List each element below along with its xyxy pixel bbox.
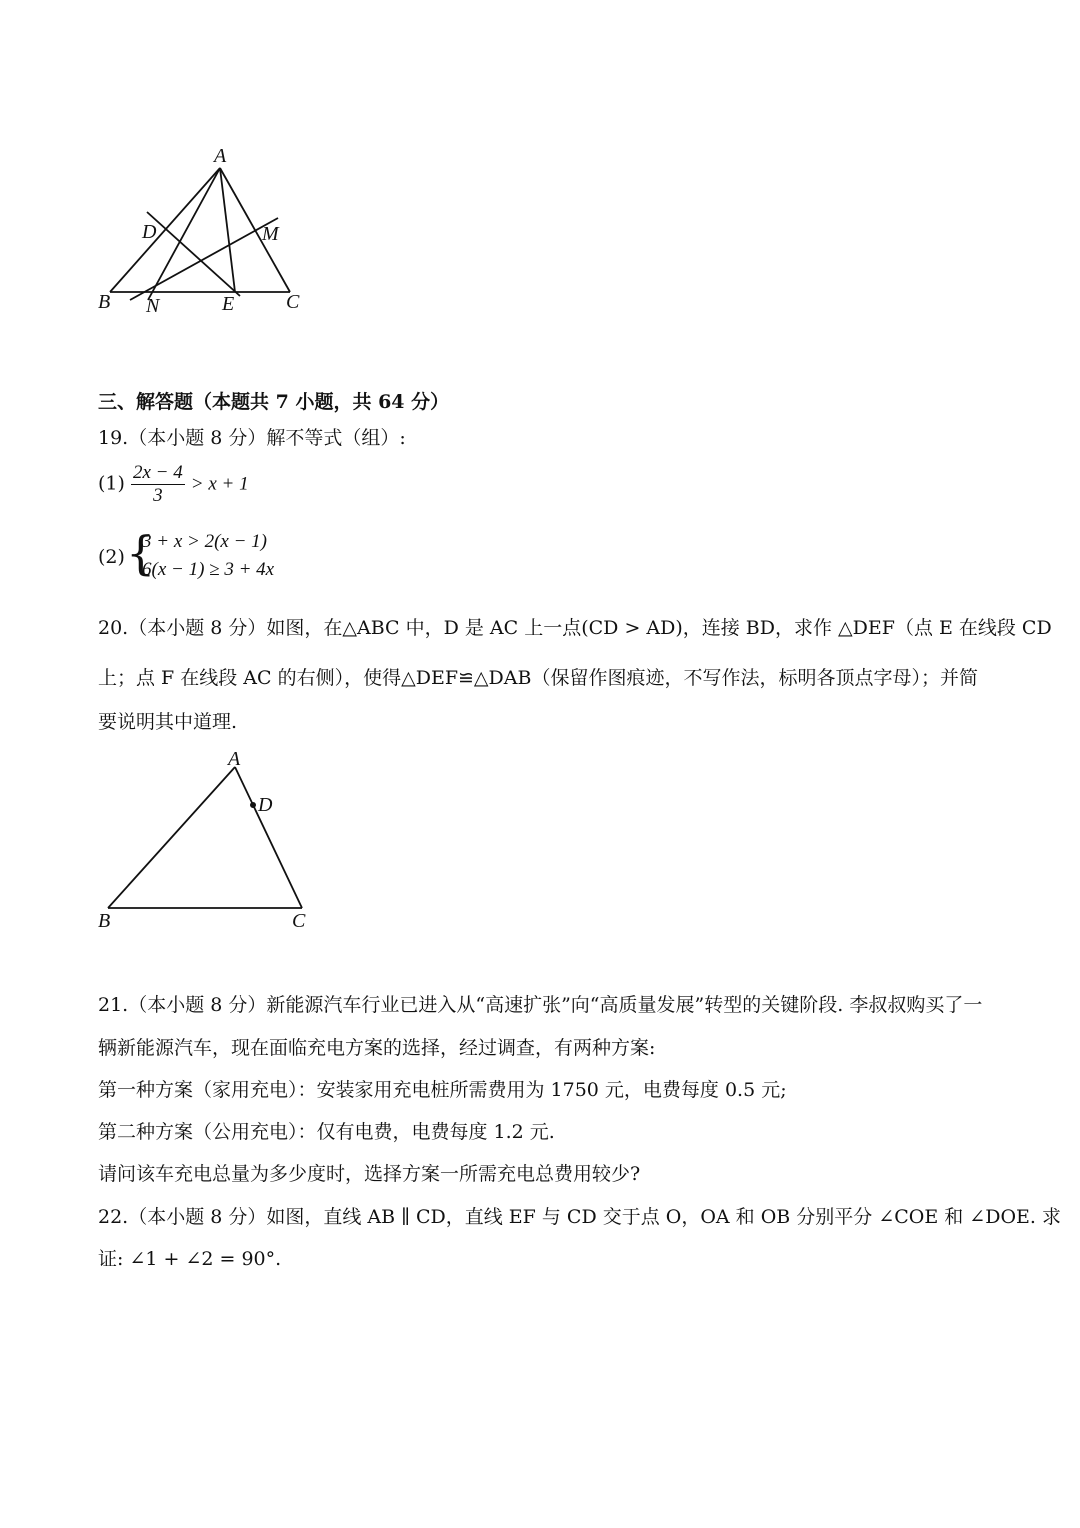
label-a: A (214, 145, 227, 167)
segment-ab (110, 168, 220, 292)
question-20-line-2: 上；点 F 在线段 AC 的右侧），使得△DEF≌△DAB（保留作图痕迹，不写作法，标明各顶点字母）；并简 (98, 667, 978, 689)
label-e: E (222, 293, 235, 315)
section-heading: 三、解答题（本题共 7 小题，共 64 分） (98, 391, 450, 413)
figure-triangle-abc-2 (90, 745, 330, 935)
question-21-line-2: 辆新能源汽车，现在面临充电方案的选择，经过调查，有两种方案: (98, 1037, 656, 1059)
segment-ac (235, 767, 302, 908)
part-1-label: (1) (98, 472, 125, 495)
point-d (250, 802, 256, 808)
question-21-line-1: 21.（本小题 8 分）新能源汽车行业已进入从“高速扩张”向“高质量发展”转型的关键阶段. 李叔叔购买了一 (98, 994, 983, 1016)
question-21-line-4: 第二种方案（公用充电）：仅有电费，电费每度 1.2 元. (98, 1121, 555, 1143)
label-c: C (292, 910, 306, 932)
question-22-line-1: 22.（本小题 8 分）如图，直线 AB ∥ CD，直线 EF 与 CD 交于点 O，OA 和 OB 分别平分 ∠COE 和 ∠DOE. 求 (98, 1206, 1061, 1228)
question-21-line-5: 请问该车充电总量为多少度时，选择方案一所需充电总费用较少? (98, 1163, 641, 1185)
question-22-line-2: 证: ∠1 + ∠2 = 90°. (98, 1248, 282, 1270)
label-a: A (228, 748, 241, 770)
fraction-numerator: 2x − 4 (132, 462, 183, 483)
label-d: D (258, 794, 273, 816)
system-line-2: 6(x − 1) ≥ 3 + 4x (142, 559, 275, 580)
system-line-1: 3 + x > 2(x − 1) (142, 531, 267, 552)
label-m: M (262, 223, 279, 245)
question-20-line-3: 要说明其中道理. (98, 711, 238, 733)
system-brace: { (126, 526, 156, 580)
fraction (131, 462, 185, 507)
figure-triangle-abc-1 (90, 140, 330, 320)
question-20-line-1: 20.（本小题 8 分）如图，在△ABC 中，D 是 AC 上一点(CD > AD)，连接 BD，求作 △DEF（点 E 在线段 CD (98, 617, 1052, 639)
question-21-line-3: 第一种方案（家用充电）：安装家用充电桩所需费用为 1750 元，电费每度 0.5 元; (98, 1079, 787, 1101)
segment-ab (108, 767, 235, 908)
question-19-title: 19.（本小题 8 分）解不等式（组）: (98, 427, 406, 449)
label-n: N (146, 295, 160, 317)
segment-ae (220, 168, 235, 292)
label-d: D (142, 221, 157, 243)
fraction-denominator: 3 (153, 485, 163, 506)
label-b: B (98, 291, 111, 313)
label-b: B (98, 910, 111, 932)
label-c: C (286, 291, 300, 313)
question-19-part-1 (98, 462, 249, 507)
part-2-label: (2) (98, 546, 125, 568)
part-1-rhs: > x + 1 (190, 473, 249, 495)
segment-an (148, 168, 220, 300)
